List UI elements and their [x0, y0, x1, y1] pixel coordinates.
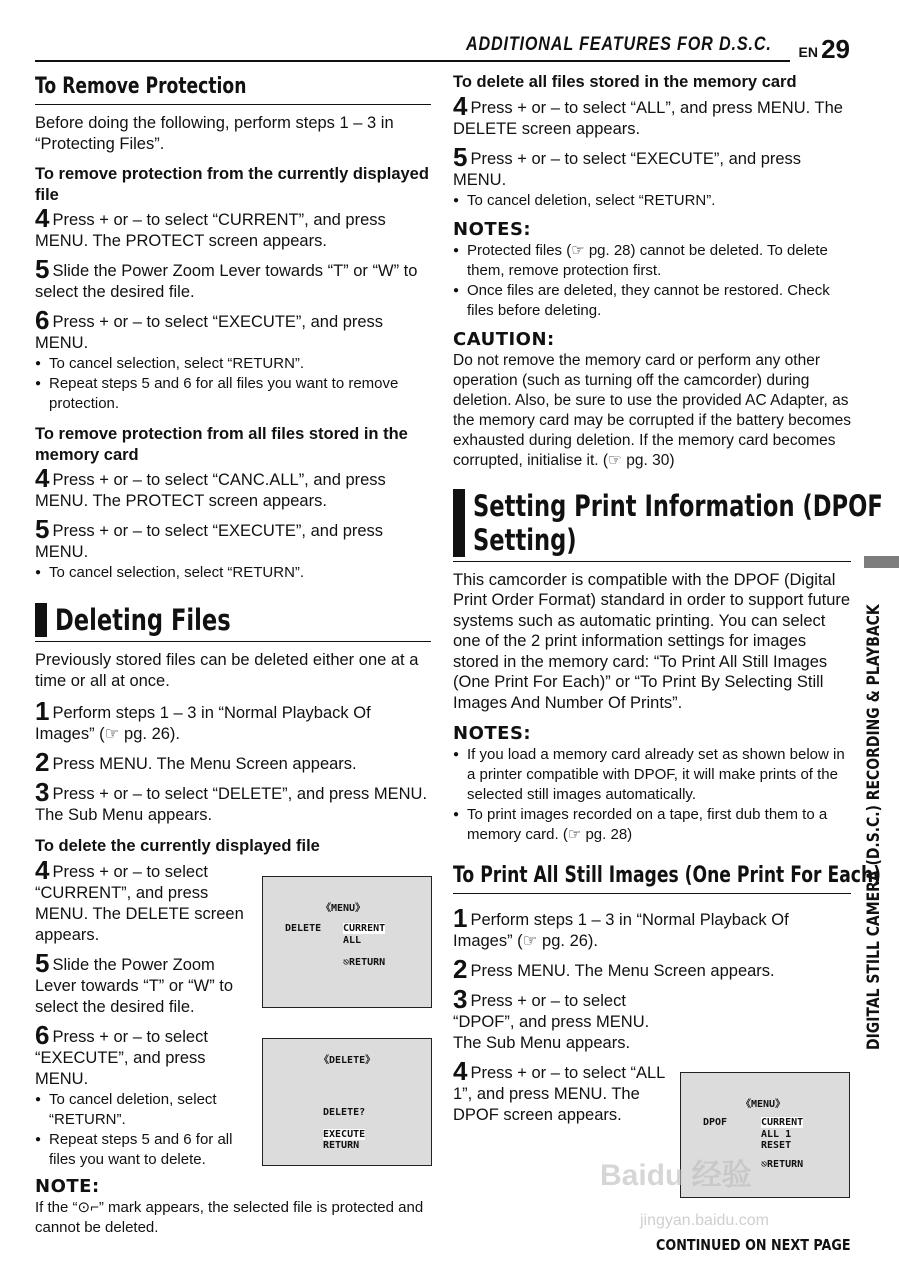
- remove-bullet3: ● To cancel selection, select “RETURN”.: [35, 563, 431, 583]
- header-lang: EN: [798, 44, 818, 60]
- delete-sub1: To delete the currently displayed file: [35, 837, 320, 855]
- remove-sub2: To remove protection from all files stored in the memory card: [35, 425, 408, 464]
- delete-notes-heading: NOTES:: [453, 218, 532, 240]
- delete-sub2: To delete all files stored in the memory card: [453, 73, 797, 91]
- remove-bullet1: ● To cancel selection, select “RETURN”.: [35, 354, 431, 374]
- delete-intro: Previously stored files can be deleted either one at a time or all at once.: [35, 651, 419, 690]
- remove-step5: 5 Slide the Power Zoom Lever towards “T” or “W” to select the desired file.: [35, 254, 418, 301]
- deleting-files-heading: Deleting Files: [35, 603, 431, 637]
- dpof-step1: 1 Perform steps 1 – 3 in “Normal Playback Of Images” (☞ pg. 26).: [453, 903, 789, 950]
- delete-note-heading: NOTE:: [35, 1175, 100, 1197]
- remove-all-step5: 5 Press + or – to select “EXECUTE”, and press MENU.: [35, 514, 384, 561]
- remove-sub1: To remove protection from the currently displayed file: [35, 165, 429, 204]
- delete-all-step5: 5 Press + or – to select “EXECUTE”, and press MENU.: [453, 141, 802, 189]
- delete-note: If the “⊙⌐” mark appears, the selected file is protected and cannot be deleted.: [35, 1198, 424, 1236]
- delete-note2: ● Once files are deleted, they cannot be restored. Check files before deleting.: [453, 281, 851, 321]
- delete-bullet2: ● Repeat steps 5 and 6 for all files you want to delete.: [35, 1130, 255, 1170]
- delete-screen: 《DELETE》 DELETE? EXECUTE RETURN: [262, 1038, 432, 1166]
- delete-step6: 6 Press + or – to select “EXECUTE”, and press MENU.: [35, 1019, 208, 1088]
- dpof-notes-heading: NOTES:: [453, 723, 532, 744]
- continued-label: CONTINUED ON NEXT PAGE: [656, 1236, 851, 1254]
- dpof-step2: 2 Press MENU. The Menu Screen appears.: [453, 954, 775, 984]
- delete-step3: 3 Press + or – to select “DELETE”, and press MENU. The Sub Menu appears.: [35, 777, 428, 824]
- delete-step2: 2 Press MENU. The Menu Screen appears.: [35, 747, 357, 777]
- side-tab-marker: [864, 556, 899, 568]
- delete-bullet3: ● To cancel deletion, select “RETURN”.: [453, 191, 851, 211]
- delete-step5: 5 Slide the Power Zoom Lever towards “T” or “W” to select the desired file.: [35, 947, 234, 1016]
- dpof-note2: ● To print images recorded on a tape, first dub them to a memory card. (☞ pg. 28): [453, 805, 851, 845]
- dpof-intro: This camcorder is compatible with the DPOF (Digital Print Order Format) standard in order to support future systems such as automatic printing. You can select one of the 2 print information settings for images stored in the memory card: “To Print All Still Images (One Print For Each)” or “To Print By Selecting Still Images And Number Of Prints”.: [453, 570, 851, 712]
- side-section-label: DIGITAL STILL CAMERA (D.S.C.) RECORDING & PLAYBACK: [864, 604, 884, 1050]
- dpof-step3: 3 Press + or – to select “DPOF”, and press MENU. The Sub Menu appears.: [453, 984, 650, 1052]
- delete-note1: ● Protected files (☞ pg. 28) cannot be deleted. To delete them, remove protection first.: [453, 241, 851, 281]
- remove-step4: 4 Press + or – to select “CURRENT”, and press MENU. The PROTECT screen appears.: [35, 203, 386, 250]
- remove-all-step4: 4 Press + or – to select “CANC.ALL”, and press MENU. The PROTECT screen appears.: [35, 463, 386, 510]
- dpof-heading: Setting Print Information (DPOF Setting): [453, 489, 851, 557]
- page-number: 29: [821, 34, 850, 64]
- header-rule: [35, 60, 790, 62]
- caution-text: Do not remove the memory card or perform any other operation (such as turning off the camcorder) during deletion. Also, be sure to use the provided AC Adapter, as the memory card may be corrupted if the battery becomes exhausted during deletion. If the memory card becomes corrupted, initialise it. (☞ pg. 30): [453, 351, 852, 469]
- remove-bullet2: ● Repeat steps 5 and 6 for all files you want to remove protection.: [35, 374, 431, 414]
- remove-protection-heading: To Remove Protection: [35, 74, 247, 99]
- menu-screen-delete: 《MENU》 DELETE CURRENT ALL ⎋RETURN: [262, 876, 432, 1008]
- watermark-logo: Baidu 经验: [600, 1159, 752, 1192]
- delete-step1: 1 Perform steps 1 – 3 in “Normal Playback Of Images” (☞ pg. 26).: [35, 696, 371, 743]
- delete-step4: 4 Press + or – to select “CURRENT”, and press MENU. The DELETE screen appears.: [35, 854, 244, 944]
- remove-intro: Before doing the following, perform steps 1 – 3 in “Protecting Files”.: [35, 114, 394, 153]
- page-header: [35, 30, 850, 64]
- dpof-step4: 4 Press + or – to select “ALL 1”, and press MENU. The DPOF screen appears.: [453, 1056, 665, 1124]
- delete-all-step4: 4 Press + or – to select “ALL”, and press MENU. The DELETE screen appears.: [453, 90, 843, 138]
- menu-screen-dpof: 《MENU》 DPOF CURRENT ALL 1 RESET ⎋RETURN: [680, 1072, 850, 1198]
- caution-heading: CAUTION:: [453, 328, 555, 350]
- header-title: ADDITIONAL FEATURES FOR D.S.C.: [466, 34, 772, 55]
- delete-bullet1: ● To cancel deletion, select “RETURN”.: [35, 1090, 255, 1130]
- remove-step6: 6 Press + or – to select “EXECUTE”, and press MENU.: [35, 305, 384, 352]
- print-all-heading: To Print All Still Images (One Print For Each): [453, 863, 882, 888]
- dpof-note1: ● If you load a memory card already set as shown below in a printer compatible with DPOF, it will make prints of the selected still images automatically.: [453, 745, 851, 805]
- watermark-url: jingyan.baidu.com: [640, 1212, 769, 1229]
